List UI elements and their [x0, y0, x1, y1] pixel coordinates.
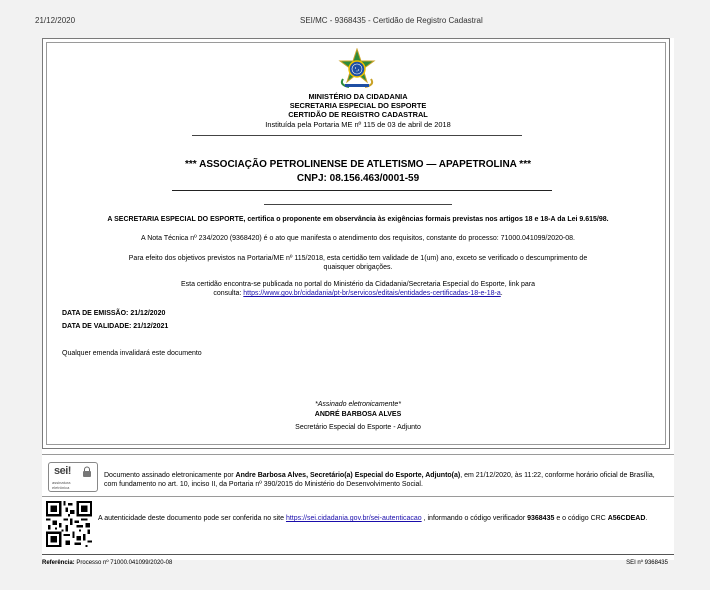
- publication-prefix: consulta:: [213, 290, 244, 297]
- sei-seal-caption-line: eletrônica: [52, 485, 70, 490]
- divider-top: [192, 135, 522, 136]
- sei-seal-caption: [52, 480, 70, 490]
- document-title: CERTIDÃO DE REGISTRO CADASTRAL: [288, 110, 428, 119]
- instituted-by: Instituída pela Portaria ME nº 115 de 03 de abril de 2018: [265, 120, 451, 129]
- issue-date: DATA DE EMISSÃO: 21/12/2020: [62, 310, 166, 317]
- notice-signer: Andre Barbosa Alves, Secretário(a) Especial do Esporte, Adjunto(a): [235, 472, 461, 479]
- notice-suffix: , em 21/12/2020, às 11:22, conforme horário oficial de Brasília, com fundamento no art. 10, inciso II, da Portaria nº 390/2015 do Ministério do Desenvolvimento Social.: [104, 472, 655, 488]
- publication-line: Esta certidão encontra-se publicada no portal do Ministério da Cidadania/Secretaria Especial do Esporte, link para: [180, 281, 536, 288]
- divider-short: [264, 204, 452, 205]
- authenticity-link[interactable]: https://sei.cidadania.gov.br/sei-autenticacao: [285, 515, 422, 522]
- publication-statement: [42, 280, 674, 298]
- lock-icon: [82, 466, 92, 478]
- auth-prefix: A autenticidade deste documento pode ser conferida no site: [98, 515, 286, 522]
- auth-suffix: .: [645, 515, 648, 522]
- publication-line: [42, 289, 674, 298]
- auth-middle: , informando o código verificador: [421, 515, 528, 522]
- footer-sei-number: SEI nº 9368435: [626, 560, 668, 566]
- validity-statement: [42, 254, 674, 272]
- secretariat-title: SECRETARIA ESPECIAL DO ESPORTE: [289, 101, 427, 110]
- valid-until-date: DATA DE VALIDADE: 21/12/2021: [62, 323, 169, 330]
- amendment-notice: Qualquer emenda invalidará este documento: [62, 350, 202, 357]
- sei-logo: sei!: [54, 465, 71, 477]
- sei-seal-caption-line: assinatura: [52, 480, 71, 485]
- brazil-coat-of-arms-icon: [336, 48, 378, 90]
- authenticity-notice: [98, 514, 668, 523]
- divider-mid: [172, 190, 552, 191]
- technical-note: A Nota Técnica nº 234/2020 (9368420) é o ato que manifesta o atendimento dos requisitos, constante do processo: 71000.041099/2020-08.: [140, 235, 575, 242]
- print-title: SEI/MC - 9368435 - Certidão de Registro Cadastral: [300, 16, 483, 25]
- certification-statement: A SECRETARIA ESPECIAL DO ESPORTE, certifica o proponente em observância às exigências formais previstas nos artigos 18 e 18-A da Lei 9.615/98.: [107, 216, 609, 223]
- print-date: 21/12/2020: [35, 16, 76, 25]
- validity-line: quaisquer obrigações.: [323, 264, 393, 271]
- reference-label: Referência:: [42, 560, 75, 566]
- reference-value: Processo nº 71000.041099/2020-08: [74, 560, 173, 566]
- signed-electronically-label: *Assinado eletronicamente*: [315, 401, 401, 408]
- entity-name: *** ASSOCIAÇÃO PETROLINENSE DE ATLETISMO — APAPETROLINA ***: [185, 159, 531, 170]
- ministry-title: MINISTÉRIO DA CIDADANIA: [308, 92, 408, 101]
- signer-role: Secretário Especial do Esporte - Adjunto: [295, 424, 421, 431]
- auth-crc-prefix: e o código CRC: [554, 515, 608, 522]
- certificate-page: [42, 38, 674, 566]
- qr-code[interactable]: [46, 501, 92, 547]
- crc-code: A56CDEAD: [607, 515, 646, 522]
- entity-cnpj: CNPJ: 08.156.463/0001-59: [296, 173, 420, 184]
- divider-auth-block: [42, 496, 674, 497]
- footer-reference: [42, 560, 172, 566]
- sei-signature-seal: [48, 462, 98, 492]
- print-header: [0, 16, 710, 30]
- consulta-link[interactable]: https://www.gov.br/cidadania/pt-br/servicos/editais/entidades-certificadas-18-e-18-a: [243, 290, 501, 297]
- signer-name: ANDRÉ BARBOSA ALVES: [314, 411, 402, 418]
- verification-code: 9368435: [527, 515, 555, 522]
- electronic-signature-notice: [104, 471, 664, 489]
- notice-prefix: Documento assinado eletronicamente por: [104, 472, 236, 479]
- publication-suffix: .: [500, 290, 503, 297]
- divider-signature-block: [42, 454, 674, 455]
- divider-footer: [42, 554, 674, 555]
- validity-line: Para efeito dos objetivos previstos na Portaria/ME nº 115/2018, esta certidão tem validade de 1(um) ano, exceto se verificado o descumprimento de: [128, 255, 588, 262]
